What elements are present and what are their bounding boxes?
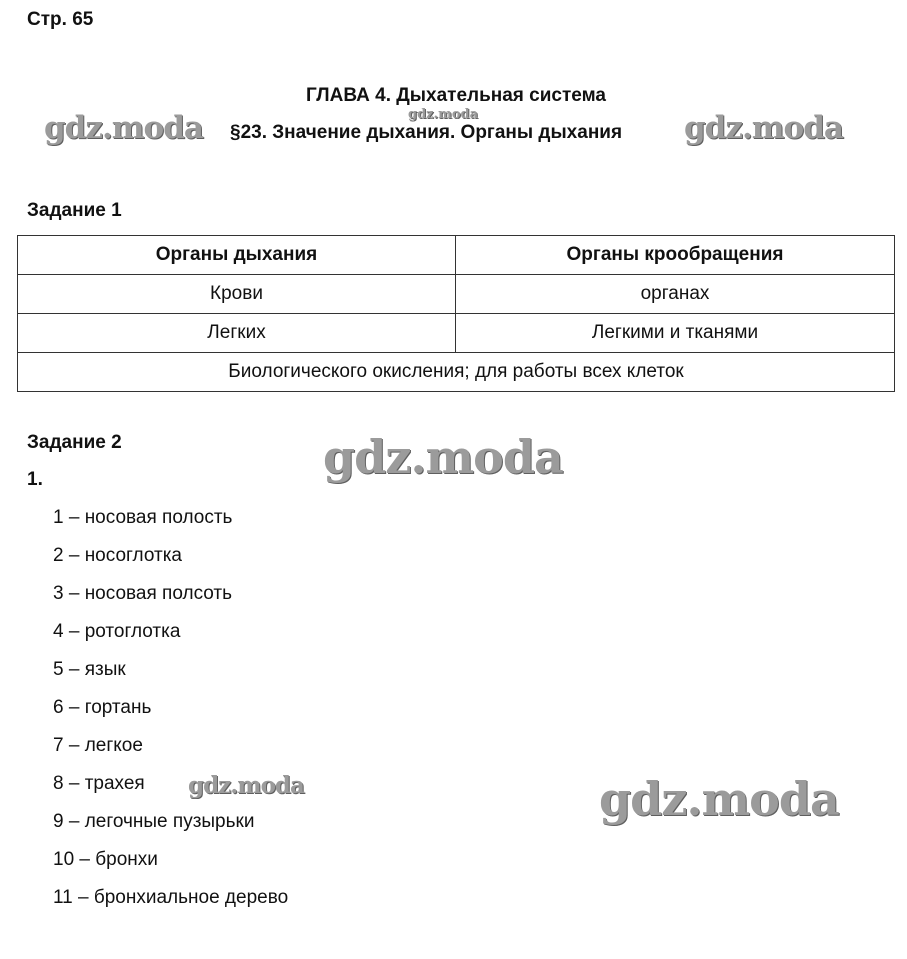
- table-row: [18, 275, 895, 314]
- table-cell: Легких: [18, 314, 456, 353]
- watermark: gdz.moda: [44, 110, 203, 146]
- watermark: gdz.moda: [684, 110, 843, 146]
- list-item: 11 – бронхиальное дерево: [53, 887, 289, 908]
- watermark: gdz.moda: [408, 107, 479, 122]
- table-row: [18, 353, 895, 392]
- table-cell: Крови: [18, 275, 456, 314]
- table-row: [18, 314, 895, 353]
- table-cell: Биологического окисления; для работы всех клеток: [18, 353, 895, 392]
- list-item: 2 – носоглотка: [53, 545, 182, 566]
- table-cell: органах: [456, 275, 895, 314]
- list-item: 8 – трахея: [53, 773, 145, 794]
- list-item: 4 – ротоглотка: [53, 621, 181, 642]
- list-item: 6 – гортань: [53, 697, 152, 718]
- page-number: Стр. 65: [27, 9, 94, 30]
- list-item: 7 – легкое: [53, 735, 143, 756]
- watermark: gdz.moda: [599, 772, 839, 826]
- list-item: 3 – носовая полсоть: [53, 583, 233, 604]
- table-header: Органы крообращения: [456, 236, 895, 275]
- list-item: 10 – бронхи: [53, 849, 158, 870]
- table-header: Органы дыхания: [18, 236, 456, 275]
- task2-number: 1.: [27, 469, 43, 490]
- task1-table: [17, 235, 895, 392]
- list-item: 9 – легочные пузырьки: [53, 811, 255, 832]
- watermark: gdz.moda: [188, 772, 304, 799]
- task2-title: Задание 2: [27, 432, 122, 453]
- section-title: §23. Значение дыхания. Органы дыхания: [230, 122, 623, 143]
- list-item: 5 – язык: [53, 659, 126, 680]
- task1-title: Задание 1: [27, 200, 122, 221]
- watermark: gdz.moda: [323, 430, 563, 484]
- chapter-title: ГЛАВА 4. Дыхательная система: [306, 85, 606, 106]
- list-item: 1 – носовая полость: [53, 507, 233, 528]
- table-cell: Легкими и тканями: [456, 314, 895, 353]
